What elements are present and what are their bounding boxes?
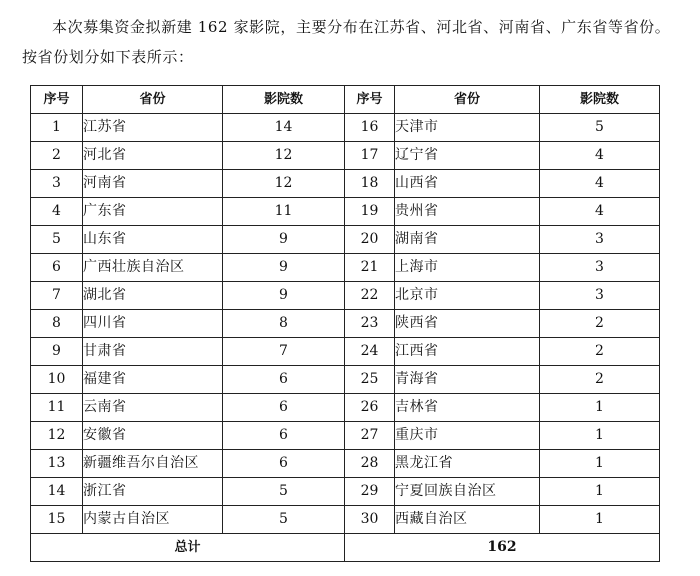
header-seq-left: 序号 [31, 86, 83, 114]
total-value: 162 [345, 534, 660, 562]
province-cell: 山东省 [83, 226, 223, 254]
seq-cell: 2 [31, 142, 83, 170]
seq-cell: 30 [345, 506, 395, 534]
province-cell: 天津市 [395, 114, 540, 142]
table-row [31, 226, 660, 254]
province-cell: 重庆市 [395, 422, 540, 450]
province-cell: 广东省 [83, 198, 223, 226]
province-cell: 云南省 [83, 394, 223, 422]
count-cell: 5 [540, 114, 660, 142]
count-cell: 6 [223, 366, 345, 394]
province-cell: 宁夏回族自治区 [395, 478, 540, 506]
province-cell: 北京市 [395, 282, 540, 310]
province-cell: 黑龙江省 [395, 450, 540, 478]
province-cell: 上海市 [395, 254, 540, 282]
table-row [31, 450, 660, 478]
header-province-right: 省份 [395, 86, 540, 114]
seq-cell: 7 [31, 282, 83, 310]
seq-cell: 25 [345, 366, 395, 394]
seq-cell: 12 [31, 422, 83, 450]
province-cell: 江苏省 [83, 114, 223, 142]
count-cell: 14 [223, 114, 345, 142]
seq-cell: 13 [31, 450, 83, 478]
count-cell: 1 [540, 478, 660, 506]
seq-cell: 6 [31, 254, 83, 282]
table-row [31, 394, 660, 422]
seq-cell: 4 [31, 198, 83, 226]
table-row [31, 506, 660, 534]
total-row [31, 534, 660, 562]
seq-cell: 29 [345, 478, 395, 506]
seq-cell: 8 [31, 310, 83, 338]
seq-cell: 24 [345, 338, 395, 366]
seq-cell: 16 [345, 114, 395, 142]
count-cell: 3 [540, 226, 660, 254]
seq-cell: 26 [345, 394, 395, 422]
province-cell: 河北省 [83, 142, 223, 170]
count-cell: 8 [223, 310, 345, 338]
count-cell: 4 [540, 170, 660, 198]
count-cell: 5 [223, 506, 345, 534]
count-cell: 1 [540, 450, 660, 478]
header-count-right: 影院数 [540, 86, 660, 114]
table-row [31, 142, 660, 170]
table-row [31, 478, 660, 506]
table-row [31, 366, 660, 394]
seq-cell: 11 [31, 394, 83, 422]
seq-cell: 23 [345, 310, 395, 338]
seq-cell: 15 [31, 506, 83, 534]
count-cell: 1 [540, 506, 660, 534]
count-cell: 11 [223, 198, 345, 226]
seq-cell: 9 [31, 338, 83, 366]
count-cell: 9 [223, 282, 345, 310]
seq-cell: 3 [31, 170, 83, 198]
seq-cell: 18 [345, 170, 395, 198]
province-cell: 内蒙古自治区 [83, 506, 223, 534]
table-body [31, 114, 660, 534]
header-count-left: 影院数 [223, 86, 345, 114]
province-cell: 甘肃省 [83, 338, 223, 366]
count-cell: 2 [540, 366, 660, 394]
count-cell: 1 [540, 422, 660, 450]
seq-cell: 1 [31, 114, 83, 142]
table-row [31, 282, 660, 310]
province-cell: 福建省 [83, 366, 223, 394]
count-cell: 7 [223, 338, 345, 366]
count-cell: 2 [540, 338, 660, 366]
seq-cell: 19 [345, 198, 395, 226]
seq-cell: 5 [31, 226, 83, 254]
province-cell: 浙江省 [83, 478, 223, 506]
seq-cell: 14 [31, 478, 83, 506]
province-cell: 辽宁省 [395, 142, 540, 170]
count-cell: 4 [540, 198, 660, 226]
count-cell: 12 [223, 142, 345, 170]
count-cell: 3 [540, 282, 660, 310]
count-cell: 9 [223, 254, 345, 282]
header-province-left: 省份 [83, 86, 223, 114]
province-cell: 山西省 [395, 170, 540, 198]
cinema-province-table [30, 85, 660, 562]
count-cell: 2 [540, 310, 660, 338]
province-cell: 青海省 [395, 366, 540, 394]
intro-paragraph [22, 12, 672, 72]
table-row [31, 422, 660, 450]
seq-cell: 28 [345, 450, 395, 478]
province-cell: 西藏自治区 [395, 506, 540, 534]
province-cell: 新疆维吾尔自治区 [83, 450, 223, 478]
province-cell: 湖南省 [395, 226, 540, 254]
count-cell: 6 [223, 394, 345, 422]
seq-cell: 21 [345, 254, 395, 282]
seq-cell: 22 [345, 282, 395, 310]
table-row [31, 338, 660, 366]
count-cell: 4 [540, 142, 660, 170]
count-cell: 6 [223, 422, 345, 450]
province-cell: 吉林省 [395, 394, 540, 422]
province-cell: 广西壮族自治区 [83, 254, 223, 282]
table-row [31, 198, 660, 226]
count-cell: 12 [223, 170, 345, 198]
province-cell: 贵州省 [395, 198, 540, 226]
count-cell: 9 [223, 226, 345, 254]
table-row [31, 170, 660, 198]
table-header-row [31, 86, 660, 114]
count-cell: 5 [223, 478, 345, 506]
table-row [31, 254, 660, 282]
count-cell: 1 [540, 394, 660, 422]
province-cell: 江西省 [395, 338, 540, 366]
count-cell: 6 [223, 450, 345, 478]
total-label: 总计 [31, 534, 345, 562]
province-cell: 湖北省 [83, 282, 223, 310]
province-cell: 安徽省 [83, 422, 223, 450]
seq-cell: 20 [345, 226, 395, 254]
intro-text: 本次募集资金拟新建 162 家影院，主要分布在江苏省、河北省、河南省、广东省等省份。按省份划分如下表所示： [22, 18, 671, 66]
header-seq-right: 序号 [345, 86, 395, 114]
seq-cell: 27 [345, 422, 395, 450]
count-cell: 3 [540, 254, 660, 282]
province-cell: 四川省 [83, 310, 223, 338]
table-row [31, 114, 660, 142]
province-cell: 陕西省 [395, 310, 540, 338]
seq-cell: 17 [345, 142, 395, 170]
table-row [31, 310, 660, 338]
province-cell: 河南省 [83, 170, 223, 198]
seq-cell: 10 [31, 366, 83, 394]
